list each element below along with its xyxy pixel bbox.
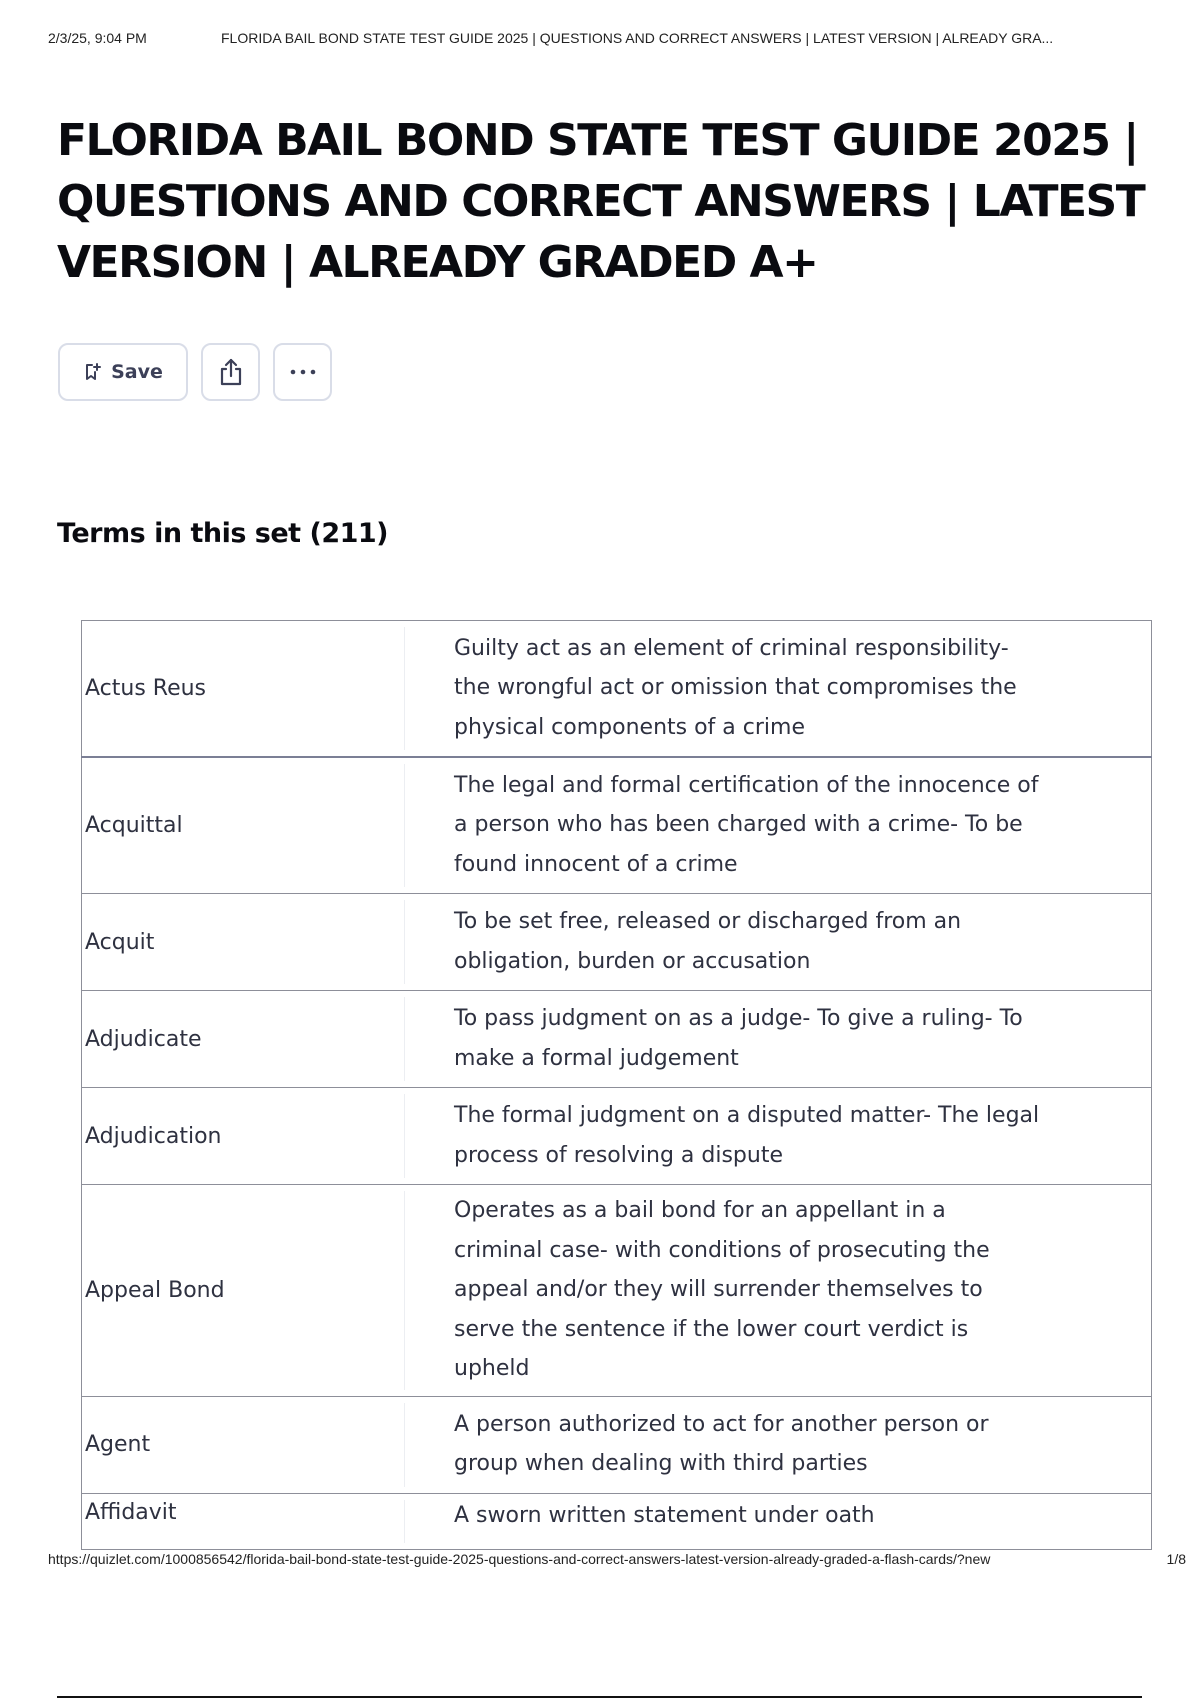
more-options-button[interactable] [273, 343, 332, 401]
definition-cell: To pass judgment on as a judge- To give a ruling- To make a formal judgement [405, 991, 1152, 1088]
terms-table [81, 620, 1152, 1550]
page-title: FLORIDA BAIL BOND STATE TEST GUIDE 2025 | QUESTIONS AND CORRECT ANSWERS | LATEST VERSION | ALREADY GRADED A+ [57, 115, 1145, 288]
term-row[interactable] [82, 894, 1152, 991]
share-button[interactable] [201, 343, 260, 401]
term-cell: Adjudication [82, 1088, 406, 1185]
print-datetime: 2/3/25, 9:04 PM [48, 30, 147, 46]
definition-cell: The formal judgment on a disputed matter- The legal process of resolving a dispute [405, 1088, 1152, 1185]
term-row[interactable] [82, 757, 1152, 894]
term-cell: Acquit [82, 894, 406, 991]
more-horizontal-icon [289, 368, 317, 376]
page-divider [57, 1696, 1142, 1698]
term-cell: Actus Reus [82, 621, 406, 757]
save-button-label: Save [111, 361, 163, 383]
term-row[interactable] [82, 1396, 1152, 1493]
term-row[interactable] [82, 1185, 1152, 1397]
print-url: https://quizlet.com/1000856542/florida-bail-bond-state-test-guide-2025-questions-and-correct-answers-latest-version-already-graded-a-flash-cards/?new [48, 1551, 991, 1567]
term-row[interactable] [82, 1493, 1152, 1549]
term-cell: Acquittal [82, 757, 406, 894]
definition-cell: To be set free, released or discharged from an obligation, burden or accusation [405, 894, 1152, 991]
definition-cell: A sworn written statement under oath [405, 1493, 1152, 1549]
bookmark-plus-icon [83, 363, 101, 381]
action-toolbar [58, 343, 332, 401]
term-row[interactable] [82, 1088, 1152, 1185]
definition-cell: Operates as a bail bond for an appellant in a criminal case- with conditions of prosecuting the appeal and/or they will surrender themselves to serve the sentence if the lower court verdict is upheld [405, 1185, 1152, 1397]
page-number: 1/8 [1166, 1551, 1186, 1567]
term-row[interactable] [82, 991, 1152, 1088]
terms-heading: Terms in this set (211) [57, 518, 389, 549]
definition-cell: Guilty act as an element of criminal responsibility-the wrongful act or omission that compromises the physical components of a crime [405, 621, 1152, 757]
print-document-title: FLORIDA BAIL BOND STATE TEST GUIDE 2025 | QUESTIONS AND CORRECT ANSWERS | LATEST VERSION | ALREADY GRA... [221, 30, 1054, 46]
term-cell: Agent [82, 1396, 406, 1493]
term-cell: Appeal Bond [82, 1185, 406, 1397]
term-cell: Adjudicate [82, 991, 406, 1088]
save-button[interactable] [58, 343, 188, 401]
definition-cell: A person authorized to act for another person or group when dealing with third parties [405, 1396, 1152, 1493]
definition-cell: The legal and formal certification of the innocence of a person who has been charged with a crime- To be found innocent of a crime [405, 757, 1152, 894]
term-cell: Affidavit [82, 1493, 406, 1549]
term-row[interactable] [82, 621, 1152, 757]
share-icon [217, 357, 245, 387]
